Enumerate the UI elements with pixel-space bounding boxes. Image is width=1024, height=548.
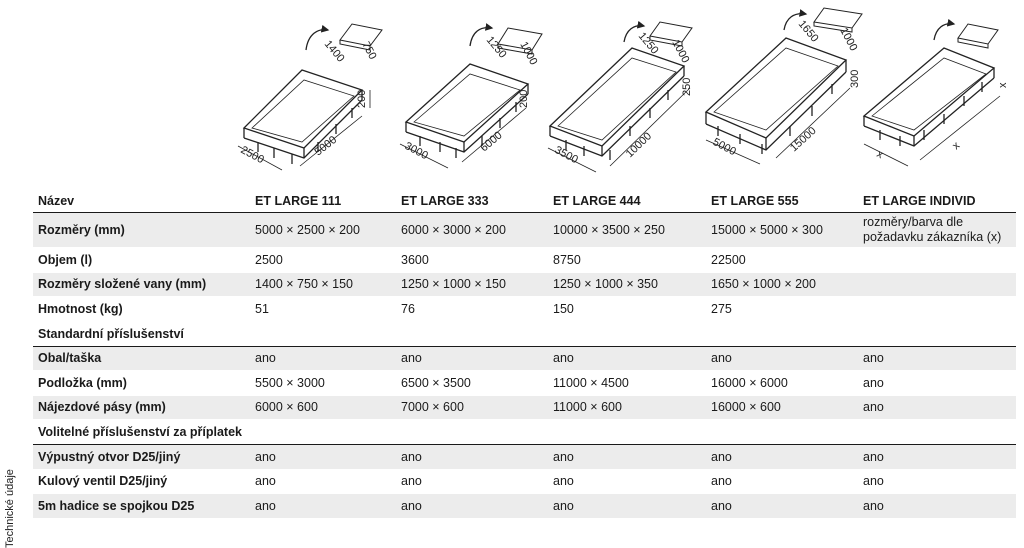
cell: 8750 <box>547 248 705 273</box>
dim-height-111: 200 <box>356 89 368 108</box>
cell <box>857 248 1016 273</box>
table-row <box>33 371 1016 396</box>
cell: rozměry/barva dle požadavku zákazníka (x) <box>857 213 1016 248</box>
pack-b-444: 1000 <box>669 37 692 66</box>
tub-drawing-indivId <box>864 24 1009 166</box>
cell: ano <box>705 469 857 494</box>
pack-b-333: 1000 <box>517 39 540 68</box>
dim-height-444: 250 <box>681 77 693 96</box>
pack-b-555: 1000 <box>837 25 860 54</box>
dim-height-333: 200 <box>518 89 530 108</box>
dim-width-individ: x <box>874 148 886 162</box>
cell: 1400 × 750 × 150 <box>249 272 395 297</box>
table-header-row <box>33 190 1016 213</box>
dim-length-333: 6000 <box>478 129 505 155</box>
cell: ano <box>705 346 857 371</box>
cell: ano <box>547 346 705 371</box>
row-label: Výpustný otvor D25/jiný <box>33 445 249 470</box>
pack-b-111: 750 <box>359 39 379 62</box>
cell: 2500 <box>249 248 395 273</box>
cell: ano <box>705 445 857 470</box>
cell: ano <box>857 395 1016 420</box>
spec-table <box>33 190 1016 519</box>
table-row <box>33 445 1016 470</box>
section-title: Volitelné příslušenství za příplatek <box>33 420 1016 445</box>
dim-height-555: 300 <box>849 69 861 88</box>
row-label: Obal/taška <box>33 346 249 371</box>
dim-width-111: 2500 <box>238 144 266 167</box>
side-label: Technické údaje <box>4 469 16 548</box>
row-label: 5m hadice se spojkou D25 <box>33 494 249 519</box>
product-drawings <box>0 0 1024 190</box>
cell: ano <box>857 445 1016 470</box>
cell: ano <box>857 371 1016 396</box>
table-row <box>33 297 1016 322</box>
dim-width-333: 3000 <box>402 140 430 163</box>
pack-a-111: 1400 <box>321 38 347 65</box>
section-header-standard <box>33 321 1016 346</box>
tub-drawing-555 <box>706 8 862 164</box>
cell: ano <box>249 494 395 519</box>
dim-length-555: 15000 <box>787 124 819 155</box>
table-row <box>33 248 1016 273</box>
cell: ano <box>547 494 705 519</box>
cell: 6000 × 600 <box>249 395 395 420</box>
table-row <box>33 346 1016 371</box>
cell: 3600 <box>395 248 547 273</box>
cell: ano <box>249 445 395 470</box>
dim-length-444: 10000 <box>623 130 655 161</box>
cell <box>857 297 1016 322</box>
cell: ano <box>395 346 547 371</box>
row-label: Kulový ventil D25/jiný <box>33 469 249 494</box>
cell: 1250 × 1000 × 150 <box>395 272 547 297</box>
cell: 76 <box>395 297 547 322</box>
cell: ano <box>249 469 395 494</box>
cell: 11000 × 600 <box>547 395 705 420</box>
dim-width-444: 3500 <box>552 144 580 167</box>
header-product: ET LARGE 111 <box>249 190 395 213</box>
pack-a-444: 1250 <box>635 30 661 57</box>
section-header-optional <box>33 420 1016 445</box>
table-row <box>33 494 1016 519</box>
cell: ano <box>857 494 1016 519</box>
cell: 7000 × 600 <box>395 395 547 420</box>
cell: 150 <box>547 297 705 322</box>
row-label: Objem (l) <box>33 248 249 273</box>
cell: 15000 × 5000 × 300 <box>705 213 857 248</box>
cell: 5000 × 2500 × 200 <box>249 213 395 248</box>
header-product: ET LARGE 333 <box>395 190 547 213</box>
cell: 16000 × 6000 <box>705 371 857 396</box>
tub-drawing-111 <box>238 24 382 170</box>
table-row <box>33 469 1016 494</box>
cell: 1250 × 1000 × 350 <box>547 272 705 297</box>
cell: 1650 × 1000 × 200 <box>705 272 857 297</box>
cell: 51 <box>249 297 395 322</box>
dim-length-individ: x <box>950 139 963 153</box>
cell: ano <box>705 494 857 519</box>
cell: 22500 <box>705 248 857 273</box>
cell: ano <box>547 445 705 470</box>
pack-a-333: 1250 <box>483 34 509 61</box>
dim-width-555: 5000 <box>710 136 738 159</box>
cell <box>857 272 1016 297</box>
pack-a-555: 1650 <box>795 18 821 45</box>
cell: 10000 × 3500 × 250 <box>547 213 705 248</box>
cell: 6000 × 3000 × 200 <box>395 213 547 248</box>
cell: ano <box>395 494 547 519</box>
cell: ano <box>547 469 705 494</box>
cell: 5500 × 3000 <box>249 371 395 396</box>
dim-length-111: 5000 <box>312 133 340 159</box>
section-title: Standardní příslušenství <box>33 321 1016 346</box>
row-label: Hmotnost (kg) <box>33 297 249 322</box>
cell: ano <box>395 445 547 470</box>
row-label: Nájezdové pásy (mm) <box>33 395 249 420</box>
row-label: Rozměry (mm) <box>33 213 249 248</box>
tub-drawing-444 <box>548 22 693 172</box>
cell: 11000 × 4500 <box>547 371 705 396</box>
table-row <box>33 272 1016 297</box>
cell: 16000 × 600 <box>705 395 857 420</box>
cell: 275 <box>705 297 857 322</box>
row-label: Rozměry složené vany (mm) <box>33 272 249 297</box>
header-label: Název <box>33 190 249 213</box>
header-product: ET LARGE 444 <box>547 190 705 213</box>
cell: ano <box>249 346 395 371</box>
cell: 6500 × 3500 <box>395 371 547 396</box>
table-row <box>33 213 1016 248</box>
table-row <box>33 395 1016 420</box>
cell: ano <box>857 469 1016 494</box>
cell: ano <box>857 346 1016 371</box>
header-product: ET LARGE 555 <box>705 190 857 213</box>
cell: ano <box>395 469 547 494</box>
header-product: ET LARGE INDIVID <box>857 190 1016 213</box>
tub-drawing-333 <box>400 28 542 168</box>
dim-height-individ: x <box>997 82 1009 88</box>
row-label: Podložka (mm) <box>33 371 249 396</box>
